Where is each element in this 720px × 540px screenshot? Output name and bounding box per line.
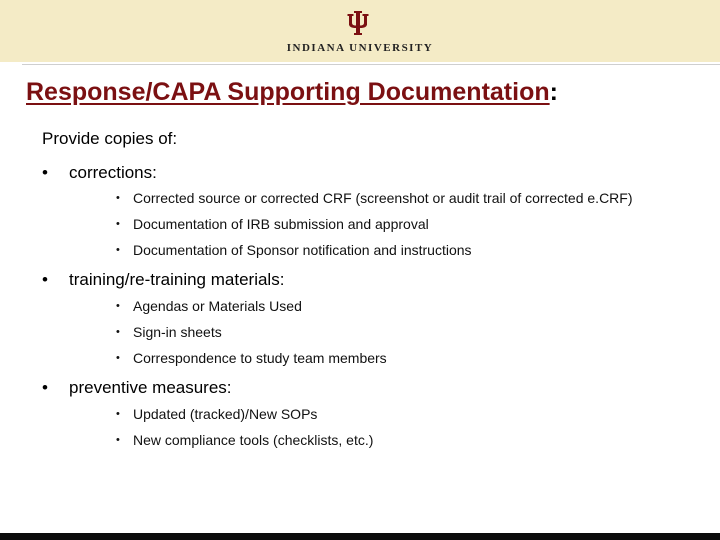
bullet-dot: • [116,300,120,312]
slide-title [26,78,558,107]
list-item-text: Correspondence to study team members [133,350,387,366]
list-item-text: Sign-in sheets [133,324,222,340]
bullet-dot: • [116,326,120,338]
intro-text: Provide copies of: [42,129,178,148]
bullet-dot: • [116,352,120,364]
university-name: INDIANA UNIVERSITY [286,42,434,54]
list-item-text: Corrected source or corrected CRF (screenshot or audit trail of corrected e.CRF) [133,190,633,206]
bottom-bar [0,533,720,540]
bullet-dot: • [116,408,120,420]
slide-title-text: Response/CAPA Supporting Documentation [26,78,550,106]
bullet-dot: • [116,244,120,256]
section-label: corrections: [69,163,157,182]
bullet-dot: • [116,218,120,230]
bullet-dot: • [42,378,48,397]
bullet-dot: • [116,192,120,204]
list-item-text: Updated (tracked)/New SOPs [133,406,318,422]
slide-title-colon: : [549,78,558,106]
list-item-text: Agendas or Materials Used [133,298,302,314]
list-item-text: Documentation of IRB submission and approval [133,216,429,232]
list-item-text: Documentation of Sponsor notification and instructions [133,242,472,258]
section-label: preventive measures: [69,378,232,397]
section-label: training/re-training materials: [69,270,285,289]
header-banner [0,0,720,62]
bullet-dot: • [42,270,48,289]
iu-trident-icon [347,10,369,36]
list-item-text: New compliance tools (checklists, etc.) [133,432,374,448]
bullet-dot: • [116,434,120,446]
bullet-dot: • [42,163,48,182]
header-divider [22,64,720,65]
